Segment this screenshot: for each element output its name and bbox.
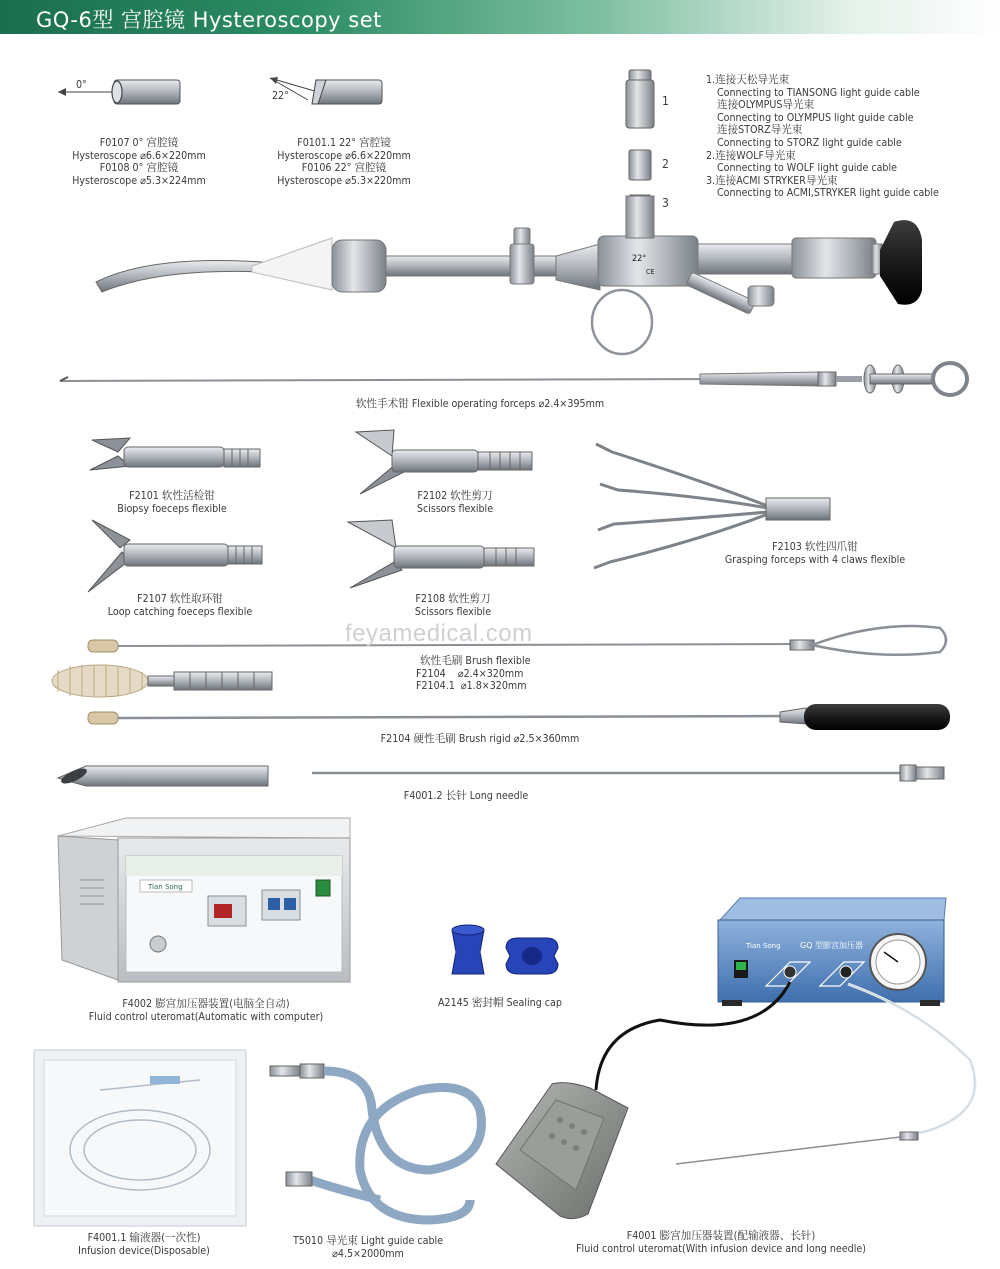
caption-line: T5010 导光束 Light guide cable bbox=[292, 1235, 444, 1247]
long-needle bbox=[312, 765, 944, 781]
adapter-number-1: 1 bbox=[662, 94, 669, 108]
page-title: GQ-6型 宫腔镜 Hysteroscopy set bbox=[36, 8, 382, 32]
adapter-2 bbox=[629, 150, 651, 180]
twentytwo-degree-arrow-label: 22° bbox=[272, 90, 289, 102]
note-line: 1.连接天松导光束 bbox=[706, 74, 790, 86]
hysteroscope-assembly bbox=[96, 196, 922, 354]
caption-line: Hysteroscope ⌀5.3×220mm bbox=[277, 174, 411, 187]
note-line: Connecting to ACMI,STRYKER light guide cable bbox=[717, 187, 939, 200]
caption-line: F2104 ⌀2.4×320mm bbox=[416, 667, 524, 680]
caption-line: Fluid control uteromat(With infusion device and long needle) bbox=[576, 1242, 866, 1255]
operating-forceps-caption: 软性手术钳 Flexible operating forceps ⌀2.4×395mm bbox=[355, 398, 605, 410]
note-line: Connecting to TIANSONG light guide cable bbox=[717, 86, 920, 99]
ce-mark: CE bbox=[646, 268, 655, 276]
uteromat-manual-brand: Tian Song bbox=[746, 942, 781, 950]
f2108-caption bbox=[378, 593, 528, 618]
adapter-notes bbox=[706, 74, 939, 200]
needle-tip-closeup bbox=[58, 766, 268, 787]
adapter-number-2: 2 bbox=[662, 157, 669, 171]
caption-line: Biopsy foeceps flexible bbox=[117, 502, 227, 515]
uteromat-auto-caption bbox=[56, 998, 356, 1023]
uteromat-automatic-device bbox=[58, 818, 350, 982]
caption-line: F0101.1 22° 宫腔镜 bbox=[297, 137, 391, 149]
uteromat-auto-brand: Tian Song bbox=[148, 883, 183, 891]
f2102-caption bbox=[380, 490, 530, 515]
uteromat-manual-panel-title: GQ 型膨宫加压器 bbox=[800, 941, 864, 950]
zero-degree-arrow-label: 0° bbox=[76, 79, 87, 91]
caption-line: F0106 22° 宫腔镜 bbox=[301, 162, 387, 175]
note-line: 连接OLYMPUS导光束 bbox=[717, 99, 815, 112]
f2107-caption bbox=[82, 593, 278, 618]
uteromat-manual-device bbox=[596, 898, 975, 1164]
caption-line: Hysteroscope ⌀5.3×224mm bbox=[72, 174, 206, 187]
note-line: Connecting to STORZ light guide cable bbox=[717, 136, 902, 149]
note-line: 连接STORZ导光束 bbox=[717, 124, 803, 137]
scissors-tip-f2108 bbox=[348, 520, 534, 588]
flexible-brush-caption bbox=[416, 655, 530, 693]
note-line: Connecting to WOLF light guide cable bbox=[717, 162, 897, 175]
caption-line: F4002 膨宫加压器装置(电脑全自动) bbox=[122, 998, 290, 1010]
sealing-caps bbox=[452, 925, 558, 974]
note-line: 3.连接ACMI STRYKER导光束 bbox=[706, 174, 838, 187]
biopsy-forceps-tip bbox=[90, 438, 260, 470]
note-line: 2.连接WOLF导光束 bbox=[706, 149, 796, 162]
caption-line: Fluid control uteromat(Automatic with computer) bbox=[88, 1010, 324, 1023]
infusion-caption bbox=[44, 1232, 244, 1257]
caption-line: F4001.1 输液器(一次性) bbox=[87, 1232, 201, 1244]
caption-line: F2102 软性剪刀 bbox=[417, 490, 493, 502]
caption-line: Loop catching foeceps flexible bbox=[107, 605, 253, 618]
caption-line: F2107 软性取环钳 bbox=[137, 593, 223, 605]
twentytwo-degree-scope-caption bbox=[262, 137, 426, 187]
caption-line: Infusion device(Disposable) bbox=[78, 1244, 210, 1257]
caption-line: F2103 软性四爪钳 bbox=[772, 541, 858, 553]
caption-line: Scissors flexible bbox=[416, 502, 494, 515]
caption-line: Hysteroscope ⌀6.6×220mm bbox=[72, 149, 206, 162]
caption-line: F2101 软性活检钳 bbox=[129, 490, 215, 502]
loop-catching-forceps-tip bbox=[88, 520, 262, 592]
adapter-1 bbox=[626, 70, 654, 128]
brush-head-closeup bbox=[52, 665, 272, 697]
caption-line: F0108 0° 宫腔镜 bbox=[99, 162, 179, 175]
uteromat-manual-caption bbox=[536, 1230, 906, 1255]
light-guide-cable bbox=[270, 1064, 481, 1220]
f2101-caption bbox=[86, 490, 258, 515]
caption-line: ⌀4.5×2000mm bbox=[332, 1247, 404, 1260]
f2103-caption bbox=[700, 541, 930, 566]
caption-line: F2104.1 ⌀1.8×320mm bbox=[416, 680, 527, 693]
long-needle-caption: F4001.2 长针 Long needle bbox=[403, 790, 529, 802]
flexible-operating-forceps bbox=[60, 363, 967, 395]
scissors-tip-f2102 bbox=[356, 430, 532, 494]
sealing-cap-caption: A2145 密封帽 Sealing cap bbox=[438, 997, 562, 1009]
caption-line: F2108 软性剪刀 bbox=[415, 593, 491, 605]
caption-line: Scissors flexible bbox=[414, 605, 492, 618]
caption-line: Grasping forceps with 4 claws flexible bbox=[724, 553, 906, 566]
watermark: feyamedical.com bbox=[345, 620, 533, 647]
caption-line: F4001 膨宫加压器装置(配输液器、长针) bbox=[626, 1230, 816, 1242]
scope-angle-marking: 22° bbox=[632, 254, 647, 264]
rigid-brush bbox=[88, 704, 950, 730]
note-line: Connecting to OLYMPUS light guide cable bbox=[717, 111, 914, 124]
light-cable-caption bbox=[268, 1235, 468, 1260]
caption-line: Hysteroscope ⌀6.6×220mm bbox=[277, 149, 411, 162]
caption-line: 软性毛刷 Brush flexible bbox=[420, 655, 531, 667]
adapter-number-3: 3 bbox=[662, 196, 669, 210]
infusion-device-package bbox=[34, 1050, 246, 1226]
rigid-brush-caption: F2104 硬性毛刷 Brush rigid ⌀2.5×360mm bbox=[380, 733, 580, 745]
caption-line: F0107 0° 宫腔镜 bbox=[99, 137, 179, 149]
zero-degree-scope-caption bbox=[58, 137, 220, 187]
foot-pedal bbox=[496, 1083, 628, 1219]
